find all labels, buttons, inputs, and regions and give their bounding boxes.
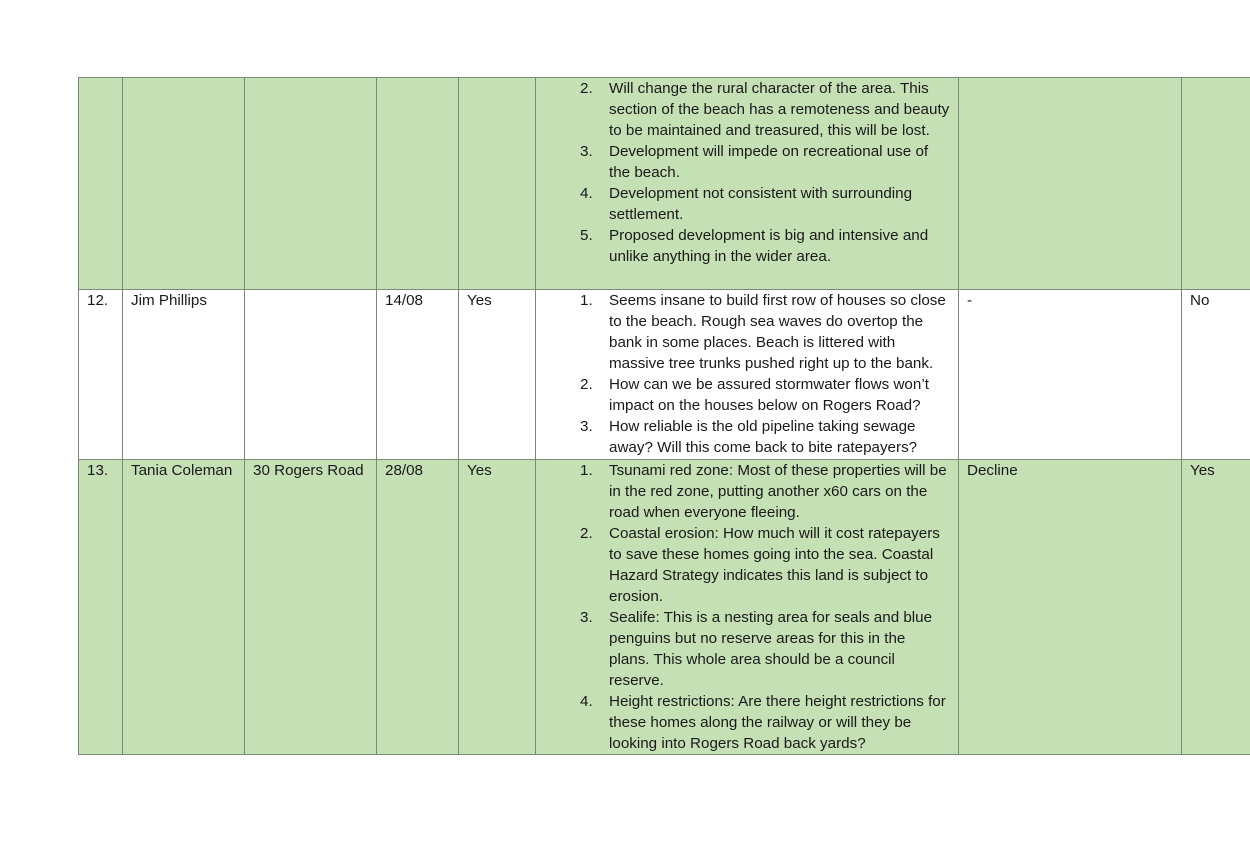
- decision-sought-cell: [959, 78, 1182, 290]
- point-text: Development will impede on recreational use of the beach.: [609, 143, 929, 181]
- point-text: How can we be assured stormwater flows won’t impact on the houses below on Rogers Road?: [609, 376, 929, 414]
- submission-number-cell: [79, 78, 123, 290]
- submission-points-list: [544, 78, 950, 267]
- list-item: [544, 183, 950, 225]
- table-row: [79, 78, 1250, 290]
- point-number: 4.: [580, 185, 593, 202]
- submitter-address-cell: [245, 78, 377, 290]
- submission-points-cell: [536, 290, 959, 460]
- submitter-address-cell: [245, 290, 377, 460]
- list-item: [544, 141, 950, 183]
- decision-sought-cell: [959, 460, 1182, 755]
- list-item: [544, 691, 950, 754]
- point-number: 5.: [580, 227, 593, 244]
- list-item: [544, 607, 950, 691]
- decision-sought: -: [967, 292, 973, 309]
- submission-points-list: [544, 460, 950, 754]
- wish-to-be-heard-cell: [459, 78, 536, 290]
- submission-number-cell: [79, 290, 123, 460]
- submission-date-cell: [377, 290, 459, 460]
- submission-date: 28/08: [385, 462, 424, 479]
- wish-to-be-heard: Yes: [467, 292, 492, 309]
- point-text: Seems insane to build first row of houses so close to the beach. Rough sea waves do overtop the bank in some places. Beach is littered with massive tree trunks pushed right up to the bank.: [609, 292, 946, 372]
- submission-date-cell: [377, 460, 459, 755]
- list-item: [544, 416, 950, 458]
- point-number: 2.: [580, 376, 593, 393]
- point-number: 2.: [580, 525, 593, 542]
- last-column-value: Yes: [1190, 462, 1215, 479]
- point-number: 3.: [580, 418, 593, 435]
- list-item: [544, 78, 950, 141]
- last-column-value-cell: [1182, 290, 1250, 460]
- last-column-value: No: [1190, 292, 1210, 309]
- submission-number-cell: [79, 460, 123, 755]
- submitter-name-cell: [123, 78, 245, 290]
- point-text: Proposed development is big and intensive and unlike anything in the wider area.: [609, 227, 929, 265]
- submitter-name-cell: [123, 290, 245, 460]
- submission-points-list: [544, 290, 950, 458]
- submitter-name-cell: [123, 460, 245, 755]
- submission-date-cell: [377, 78, 459, 290]
- point-text: Will change the rural character of the area. This section of the beach has a remoteness and beauty to be maintained and treasured, this will be lost.: [609, 80, 950, 139]
- submission-points-cell: [536, 460, 959, 755]
- point-number: 3.: [580, 609, 593, 626]
- point-text: Development not consistent with surrounding settlement.: [609, 185, 913, 223]
- point-text: Tsunami red zone: Most of these properties will be in the red zone, putting another x60 cars on the road when everyone fleeing.: [609, 462, 947, 521]
- table-row: [79, 460, 1250, 755]
- point-number: 4.: [580, 693, 593, 710]
- submission-number: 12.: [87, 292, 109, 309]
- point-text: Sealife: This is a nesting area for seals and blue penguins but no reserve areas for this in the plans. This whole area should be a council reserve.: [609, 609, 933, 689]
- last-column-value-cell: [1182, 78, 1250, 290]
- decision-sought-cell: [959, 290, 1182, 460]
- submitter-address: 30 Rogers Road: [253, 462, 364, 479]
- submission-date: 14/08: [385, 292, 424, 309]
- submitter-address-cell: [245, 460, 377, 755]
- list-item: [544, 460, 950, 523]
- point-text: Coastal erosion: How much will it cost ratepayers to save these homes going into the sea. Coastal Hazard Strategy indicates this land is subject to erosion.: [609, 525, 940, 605]
- submission-points-cell: [536, 78, 959, 290]
- list-item: [544, 290, 950, 374]
- list-item: [544, 225, 950, 267]
- table-row: [79, 290, 1250, 460]
- list-item: [544, 374, 950, 416]
- submission-number: 13.: [87, 462, 109, 479]
- point-text: How reliable is the old pipeline taking sewage away? Will this come back to bite ratepayers?: [609, 418, 918, 456]
- point-number: 1.: [580, 292, 593, 309]
- point-number: 3.: [580, 143, 593, 160]
- point-number: 1.: [580, 462, 593, 479]
- decision-sought: Decline: [967, 462, 1018, 479]
- wish-to-be-heard: Yes: [467, 462, 492, 479]
- point-text: Height restrictions: Are there height restrictions for these homes along the railway or will they be looking into Rogers Road back yards?: [609, 693, 946, 752]
- point-number: 2.: [580, 80, 593, 97]
- last-column-value-cell: [1182, 460, 1250, 755]
- table-body: [79, 78, 1250, 755]
- submissions-table: [78, 77, 1250, 755]
- wish-to-be-heard-cell: [459, 460, 536, 755]
- list-item: [544, 523, 950, 607]
- wish-to-be-heard-cell: [459, 290, 536, 460]
- submitter-name: Jim Phillips: [131, 292, 207, 309]
- submitter-name: Tania Coleman: [131, 462, 233, 479]
